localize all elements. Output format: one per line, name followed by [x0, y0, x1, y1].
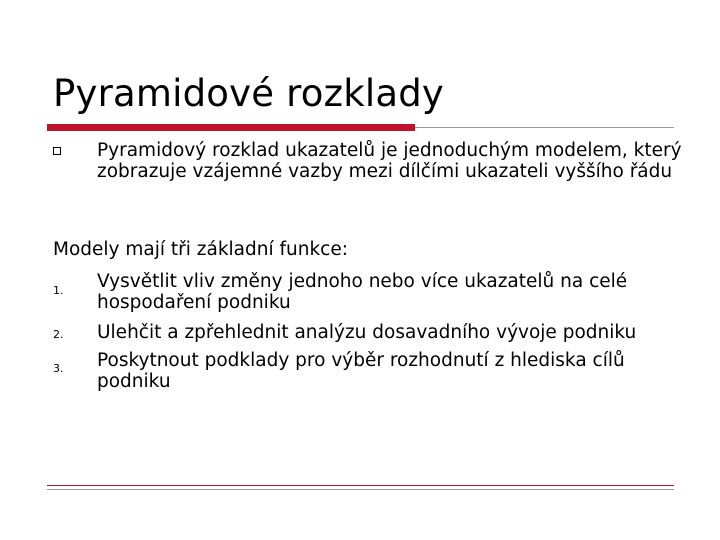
list-item-text: Poskytnout podklady pro výběr rozhodnutí z hlediska cílů podniku [97, 350, 625, 392]
square-bullet-icon [53, 147, 61, 155]
functions-intro: Modely mají tři základní funkce: [53, 239, 348, 260]
list-item-text: Vysvětlit vliv změny jednoho nebo více ukazatelů na celé hospodaření podniku [97, 271, 628, 313]
footer-rule-grey [47, 489, 674, 490]
bullet-text: Pyramidový rozklad ukazatelů je jednoduchým modelem, který zobrazuje vzájemné vazby mezi dílčími ukazateli vyššího řádu [97, 140, 682, 182]
list-number: 2. [53, 328, 64, 341]
list-number: 1. [53, 284, 64, 297]
list-item-text: Ulehčit a zpřehlednit analýzu dosavadního vývoje podniku [97, 322, 637, 343]
slide-title: Pyramidové rozklady [53, 72, 444, 115]
title-rule-red [47, 124, 415, 131]
footer-rule-red [47, 485, 674, 486]
list-number: 3. [53, 362, 64, 375]
